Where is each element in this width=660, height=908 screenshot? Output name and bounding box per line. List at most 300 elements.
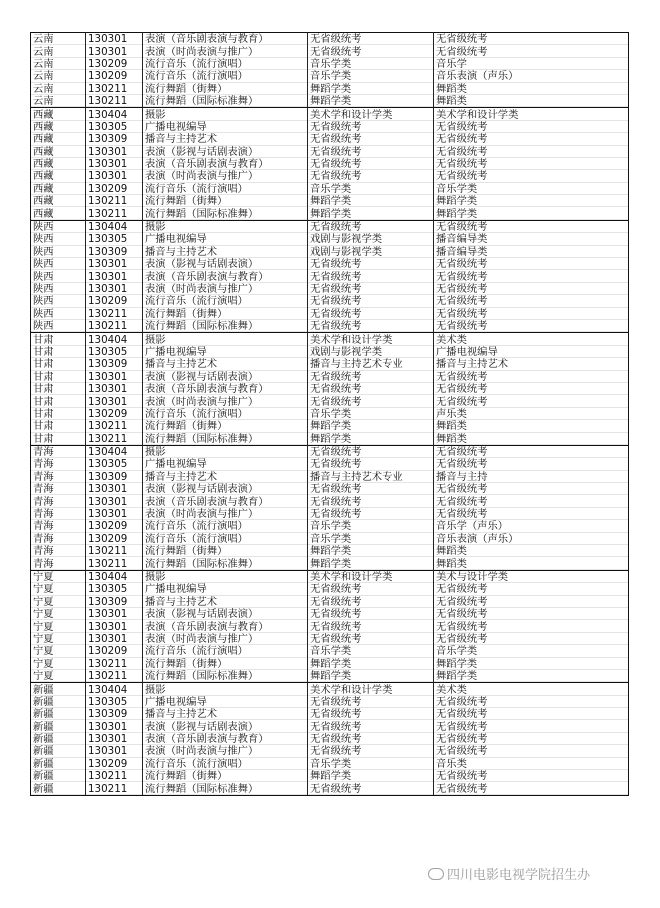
major-cell: 摄影 (143, 445, 308, 458)
province-cell: 陕西 (31, 246, 86, 258)
table-row (31, 458, 629, 470)
code-cell: 130301 (86, 371, 143, 383)
table-body (31, 33, 629, 796)
major-cell: 流行舞蹈（街舞） (143, 83, 308, 95)
exam-category-cell: 无省级统考 (308, 158, 434, 170)
exam-subject-cell: 舞蹈类 (434, 420, 629, 432)
code-cell: 130211 (86, 195, 143, 207)
major-cell: 流行音乐（流行演唱） (143, 645, 308, 657)
table-row (31, 583, 629, 595)
exam-category-cell: 无省级统考 (308, 371, 434, 383)
major-cell: 播音与主持艺术 (143, 133, 308, 145)
exam-subject-cell: 无省级统考 (434, 121, 629, 133)
table-row (31, 270, 629, 282)
table-row (31, 170, 629, 182)
table-row (31, 45, 629, 57)
major-cell: 播音与主持艺术 (143, 358, 308, 370)
province-cell: 宁夏 (31, 670, 86, 683)
major-cell: 流行音乐（流行演唱） (143, 520, 308, 532)
code-cell: 130309 (86, 471, 143, 483)
major-cell: 表演（时尚表演与推广） (143, 170, 308, 182)
province-cell: 云南 (31, 45, 86, 57)
exam-subject-cell: 无省级统考 (434, 633, 629, 645)
code-cell: 130404 (86, 683, 143, 696)
exam-category-cell: 无省级统考 (308, 782, 434, 795)
exam-category-cell: 无省级统考 (308, 395, 434, 407)
exam-subject-cell: 无省级统考 (434, 620, 629, 632)
code-cell: 130301 (86, 383, 143, 395)
table-row (31, 570, 629, 583)
exam-category-cell: 播音与主持艺术专业 (308, 358, 434, 370)
exam-category-cell: 无省级统考 (308, 633, 434, 645)
province-cell: 西藏 (31, 183, 86, 195)
province-cell: 甘肃 (31, 433, 86, 446)
province-cell: 宁夏 (31, 583, 86, 595)
exam-category-cell: 无省级统考 (308, 495, 434, 507)
exam-category-cell: 舞蹈学类 (308, 557, 434, 570)
major-cell: 表演（时尚表演与推广） (143, 283, 308, 295)
province-cell: 甘肃 (31, 395, 86, 407)
province-cell: 甘肃 (31, 408, 86, 420)
table-row (31, 770, 629, 782)
code-cell: 130209 (86, 58, 143, 70)
exam-category-cell: 舞蹈学类 (308, 770, 434, 782)
exam-category-cell: 无省级统考 (308, 583, 434, 595)
table-row (31, 207, 629, 220)
table-row (31, 520, 629, 532)
table-row (31, 596, 629, 608)
table-row (31, 320, 629, 333)
province-cell: 陕西 (31, 320, 86, 333)
exam-category-cell: 美术学和设计学类 (308, 570, 434, 583)
code-cell: 130211 (86, 320, 143, 333)
major-cell: 表演（影视与话剧表演） (143, 146, 308, 158)
table-row (31, 620, 629, 632)
table-row (31, 545, 629, 557)
wechat-icon (428, 868, 444, 880)
exam-subject-cell: 美术类 (434, 683, 629, 696)
province-cell: 陕西 (31, 233, 86, 245)
major-cell: 流行舞蹈（国际标准舞） (143, 320, 308, 333)
table-row (31, 395, 629, 407)
exam-category-cell: 无省级统考 (308, 733, 434, 745)
exam-category-cell: 无省级统考 (308, 458, 434, 470)
exam-category-cell: 无省级统考 (308, 308, 434, 320)
exam-subject-cell: 无省级统考 (434, 596, 629, 608)
province-cell: 新疆 (31, 758, 86, 770)
province-cell: 云南 (31, 58, 86, 70)
province-cell: 宁夏 (31, 633, 86, 645)
exam-category-cell: 无省级统考 (308, 445, 434, 458)
exam-subject-cell: 无省级统考 (434, 270, 629, 282)
table-row (31, 383, 629, 395)
code-cell: 130301 (86, 158, 143, 170)
exam-category-cell: 音乐学类 (308, 183, 434, 195)
major-cell: 表演（影视与话剧表演） (143, 258, 308, 270)
province-cell: 甘肃 (31, 420, 86, 432)
exam-subject-cell: 无省级统考 (434, 33, 629, 46)
watermark-text: 四川电影电视学院招生办 (447, 868, 591, 883)
exam-category-cell: 舞蹈学类 (308, 420, 434, 432)
exam-category-cell: 无省级统考 (308, 220, 434, 233)
exam-category-cell: 无省级统考 (308, 320, 434, 333)
table-row (31, 33, 629, 46)
code-cell: 130209 (86, 533, 143, 545)
major-cell: 摄影 (143, 333, 308, 346)
exam-subject-cell: 无省级统考 (434, 508, 629, 520)
exam-category-cell: 音乐学类 (308, 758, 434, 770)
exam-category-cell: 戏剧与影视学类 (308, 346, 434, 358)
code-cell: 130301 (86, 270, 143, 282)
code-cell: 130211 (86, 83, 143, 95)
province-cell: 西藏 (31, 195, 86, 207)
exam-subject-cell: 播音编导类 (434, 246, 629, 258)
exam-category-cell: 无省级统考 (308, 258, 434, 270)
exam-category-cell: 无省级统考 (308, 33, 434, 46)
table-row (31, 645, 629, 657)
exam-category-cell: 舞蹈学类 (308, 207, 434, 220)
major-cell: 流行音乐（流行演唱） (143, 533, 308, 545)
table-row (31, 83, 629, 95)
exam-subject-cell: 播音与主持艺术 (434, 358, 629, 370)
province-cell: 宁夏 (31, 596, 86, 608)
code-cell: 130301 (86, 633, 143, 645)
exam-subject-cell: 播音与主持 (434, 471, 629, 483)
exam-subject-cell: 音乐表演（声乐） (434, 70, 629, 82)
table-row (31, 508, 629, 520)
exam-category-cell: 无省级统考 (308, 608, 434, 620)
province-cell: 西藏 (31, 207, 86, 220)
exam-subject-cell: 无省级统考 (434, 283, 629, 295)
exam-category-cell: 音乐学类 (308, 645, 434, 657)
code-cell: 130209 (86, 70, 143, 82)
major-cell: 表演（时尚表演与推广） (143, 395, 308, 407)
exam-category-cell: 无省级统考 (308, 745, 434, 757)
major-cell: 表演（时尚表演与推广） (143, 508, 308, 520)
major-cell: 流行舞蹈（国际标准舞） (143, 782, 308, 795)
table-row (31, 696, 629, 708)
table-row (31, 557, 629, 570)
exam-category-cell: 舞蹈学类 (308, 195, 434, 207)
major-cell: 流行音乐（流行演唱） (143, 183, 308, 195)
exam-subject-cell: 音乐类 (434, 758, 629, 770)
major-cell: 表演（影视与话剧表演） (143, 483, 308, 495)
exam-subject-cell: 无省级统考 (434, 708, 629, 720)
exam-subject-cell: 音乐学类 (434, 183, 629, 195)
province-cell: 西藏 (31, 146, 86, 158)
code-cell: 130309 (86, 358, 143, 370)
major-cell: 表演（时尚表演与推广） (143, 45, 308, 57)
exam-subject-cell: 音乐学 (434, 58, 629, 70)
province-cell: 陕西 (31, 220, 86, 233)
exam-subject-cell: 舞蹈类 (434, 95, 629, 108)
table-row (31, 670, 629, 683)
major-cell: 流行舞蹈（国际标准舞） (143, 557, 308, 570)
major-cell: 表演（音乐剧表演与教育） (143, 620, 308, 632)
table-row (31, 433, 629, 446)
exam-subject-cell: 无省级统考 (434, 170, 629, 182)
table-row (31, 333, 629, 346)
exam-subject-cell: 无省级统考 (434, 146, 629, 158)
major-cell: 播音与主持艺术 (143, 471, 308, 483)
province-cell: 新疆 (31, 720, 86, 732)
major-cell: 表演（音乐剧表演与教育） (143, 495, 308, 507)
table-row (31, 720, 629, 732)
major-cell: 流行音乐（流行演唱） (143, 408, 308, 420)
major-cell: 广播电视编导 (143, 346, 308, 358)
exam-category-cell: 无省级统考 (308, 383, 434, 395)
code-cell: 130209 (86, 295, 143, 307)
exam-subject-cell: 舞蹈学类 (434, 670, 629, 683)
major-cell: 流行舞蹈（街舞） (143, 308, 308, 320)
code-cell: 130404 (86, 445, 143, 458)
exam-subject-cell: 无省级统考 (434, 720, 629, 732)
major-cell: 广播电视编导 (143, 458, 308, 470)
exam-subject-cell: 舞蹈类 (434, 433, 629, 446)
code-cell: 130305 (86, 346, 143, 358)
exam-category-cell: 音乐学类 (308, 520, 434, 532)
table-row (31, 471, 629, 483)
province-cell: 云南 (31, 70, 86, 82)
table-row (31, 121, 629, 133)
province-cell: 云南 (31, 83, 86, 95)
table-row (31, 358, 629, 370)
exam-subject-cell: 声乐类 (434, 408, 629, 420)
exam-category-cell: 无省级统考 (308, 146, 434, 158)
major-cell: 播音与主持艺术 (143, 708, 308, 720)
province-cell: 青海 (31, 471, 86, 483)
exam-subject-cell: 无省级统考 (434, 696, 629, 708)
table-row (31, 195, 629, 207)
code-cell: 130211 (86, 545, 143, 557)
exam-subject-cell: 无省级统考 (434, 258, 629, 270)
table-row (31, 371, 629, 383)
exam-category-cell: 音乐学类 (308, 533, 434, 545)
exam-subject-cell: 无省级统考 (434, 445, 629, 458)
exam-subject-cell: 无省级统考 (434, 158, 629, 170)
table-row (31, 708, 629, 720)
major-cell: 广播电视编导 (143, 696, 308, 708)
major-cell: 播音与主持艺术 (143, 596, 308, 608)
exam-subject-cell: 音乐学（声乐） (434, 520, 629, 532)
major-cell: 流行音乐（流行演唱） (143, 758, 308, 770)
table-row (31, 158, 629, 170)
province-cell: 云南 (31, 33, 86, 46)
exam-subject-cell: 无省级统考 (434, 458, 629, 470)
code-cell: 130301 (86, 45, 143, 57)
table-row (31, 283, 629, 295)
exam-subject-cell: 无省级统考 (434, 133, 629, 145)
exam-subject-cell: 播音编导类 (434, 233, 629, 245)
exam-subject-cell: 音乐表演（声乐） (434, 533, 629, 545)
province-cell: 陕西 (31, 270, 86, 282)
exam-subject-cell: 无省级统考 (434, 295, 629, 307)
major-cell: 流行舞蹈（街舞） (143, 195, 308, 207)
major-cell: 广播电视编导 (143, 121, 308, 133)
exam-subject-cell: 舞蹈类 (434, 83, 629, 95)
exam-category-cell: 无省级统考 (308, 596, 434, 608)
table-row (31, 183, 629, 195)
code-cell: 130301 (86, 483, 143, 495)
exam-category-cell: 戏剧与影视学类 (308, 233, 434, 245)
major-cell: 流行舞蹈（街舞） (143, 545, 308, 557)
major-cell: 流行舞蹈（街舞） (143, 658, 308, 670)
exam-subject-cell: 无省级统考 (434, 483, 629, 495)
code-cell: 130209 (86, 645, 143, 657)
code-cell: 130211 (86, 308, 143, 320)
table-row (31, 733, 629, 745)
province-cell: 新疆 (31, 708, 86, 720)
province-cell: 西藏 (31, 133, 86, 145)
province-cell: 西藏 (31, 170, 86, 182)
table-row (31, 70, 629, 82)
province-cell: 陕西 (31, 283, 86, 295)
province-cell: 宁夏 (31, 620, 86, 632)
province-cell: 青海 (31, 483, 86, 495)
exam-category-cell: 美术学和设计学类 (308, 108, 434, 121)
exam-category-cell: 美术学和设计学类 (308, 333, 434, 346)
table-row (31, 258, 629, 270)
exam-category-cell: 无省级统考 (308, 483, 434, 495)
table-row (31, 745, 629, 757)
code-cell: 130301 (86, 745, 143, 757)
major-cell: 播音与主持艺术 (143, 246, 308, 258)
exam-subject-cell: 无省级统考 (434, 770, 629, 782)
major-cell: 表演（音乐剧表演与教育） (143, 733, 308, 745)
exam-category-cell: 无省级统考 (308, 283, 434, 295)
code-cell: 130301 (86, 170, 143, 182)
table-row (31, 483, 629, 495)
major-cell: 摄影 (143, 570, 308, 583)
major-cell: 摄影 (143, 108, 308, 121)
exam-subject-cell: 舞蹈学类 (434, 195, 629, 207)
code-cell: 130301 (86, 283, 143, 295)
table-row (31, 95, 629, 108)
major-cell: 表演（音乐剧表演与教育） (143, 270, 308, 282)
code-cell: 130301 (86, 258, 143, 270)
exam-subject-cell: 无省级统考 (434, 583, 629, 595)
table-row (31, 108, 629, 121)
exam-category-cell: 无省级统考 (308, 133, 434, 145)
code-cell: 130211 (86, 670, 143, 683)
province-cell: 西藏 (31, 121, 86, 133)
exam-category-cell: 美术学和设计学类 (308, 683, 434, 696)
province-cell: 甘肃 (31, 383, 86, 395)
province-cell: 宁夏 (31, 645, 86, 657)
exam-category-cell: 无省级统考 (308, 295, 434, 307)
table-row (31, 758, 629, 770)
major-cell: 表演（音乐剧表演与教育） (143, 33, 308, 46)
exam-subject-cell: 无省级统考 (434, 495, 629, 507)
table-row (31, 658, 629, 670)
table-row (31, 346, 629, 358)
table-row (31, 133, 629, 145)
code-cell: 130301 (86, 33, 143, 46)
exam-category-cell: 舞蹈学类 (308, 83, 434, 95)
province-cell: 西藏 (31, 158, 86, 170)
exam-subject-cell: 舞蹈学类 (434, 207, 629, 220)
province-cell: 新疆 (31, 782, 86, 795)
exam-subject-cell: 舞蹈学类 (434, 658, 629, 670)
code-cell: 130209 (86, 183, 143, 195)
province-cell: 甘肃 (31, 346, 86, 358)
major-cell: 表演（影视与话剧表演） (143, 608, 308, 620)
code-cell: 130404 (86, 220, 143, 233)
province-cell: 青海 (31, 557, 86, 570)
table-row (31, 445, 629, 458)
exam-subject-cell: 无省级统考 (434, 45, 629, 57)
major-cell: 表演（影视与话剧表演） (143, 371, 308, 383)
admission-exam-table (30, 32, 629, 796)
exam-category-cell: 戏剧与影视学类 (308, 246, 434, 258)
code-cell: 130211 (86, 95, 143, 108)
exam-subject-cell: 舞蹈类 (434, 545, 629, 557)
table-row (31, 633, 629, 645)
major-cell: 摄影 (143, 220, 308, 233)
exam-category-cell: 音乐学类 (308, 58, 434, 70)
province-cell: 陕西 (31, 308, 86, 320)
exam-subject-cell: 无省级统考 (434, 395, 629, 407)
exam-category-cell: 无省级统考 (308, 708, 434, 720)
major-cell: 摄影 (143, 683, 308, 696)
table-row (31, 308, 629, 320)
major-cell: 表演（时尚表演与推广） (143, 633, 308, 645)
exam-subject-cell: 无省级统考 (434, 608, 629, 620)
code-cell: 130305 (86, 121, 143, 133)
major-cell: 表演（影视与话剧表演） (143, 720, 308, 732)
exam-subject-cell: 无省级统考 (434, 220, 629, 233)
province-cell: 青海 (31, 508, 86, 520)
province-cell: 青海 (31, 495, 86, 507)
code-cell: 130301 (86, 608, 143, 620)
code-cell: 130211 (86, 433, 143, 446)
exam-subject-cell: 广播电视编导 (434, 346, 629, 358)
major-cell: 流行舞蹈（国际标准舞） (143, 207, 308, 220)
major-cell: 流行音乐（流行演唱） (143, 70, 308, 82)
exam-category-cell: 音乐学类 (308, 70, 434, 82)
major-cell: 广播电视编导 (143, 583, 308, 595)
exam-subject-cell: 无省级统考 (434, 782, 629, 795)
table-row (31, 683, 629, 696)
code-cell: 130309 (86, 133, 143, 145)
code-cell: 130301 (86, 508, 143, 520)
province-cell: 青海 (31, 445, 86, 458)
exam-subject-cell: 无省级统考 (434, 733, 629, 745)
major-cell: 流行舞蹈（街舞） (143, 420, 308, 432)
major-cell: 流行舞蹈（街舞） (143, 770, 308, 782)
exam-category-cell: 舞蹈学类 (308, 658, 434, 670)
table-row (31, 295, 629, 307)
watermark (428, 864, 590, 883)
major-cell: 表演（音乐剧表演与教育） (143, 158, 308, 170)
code-cell: 130211 (86, 207, 143, 220)
code-cell: 130209 (86, 758, 143, 770)
major-cell: 表演（音乐剧表演与教育） (143, 383, 308, 395)
exam-subject-cell: 无省级统考 (434, 308, 629, 320)
code-cell: 130211 (86, 658, 143, 670)
exam-category-cell: 舞蹈学类 (308, 95, 434, 108)
exam-subject-cell: 无省级统考 (434, 320, 629, 333)
province-cell: 青海 (31, 533, 86, 545)
code-cell: 130301 (86, 495, 143, 507)
table-row (31, 782, 629, 795)
province-cell: 陕西 (31, 258, 86, 270)
code-cell: 130404 (86, 570, 143, 583)
table-row (31, 233, 629, 245)
code-cell: 130301 (86, 146, 143, 158)
code-cell: 130305 (86, 583, 143, 595)
major-cell: 流行舞蹈（国际标准舞） (143, 670, 308, 683)
